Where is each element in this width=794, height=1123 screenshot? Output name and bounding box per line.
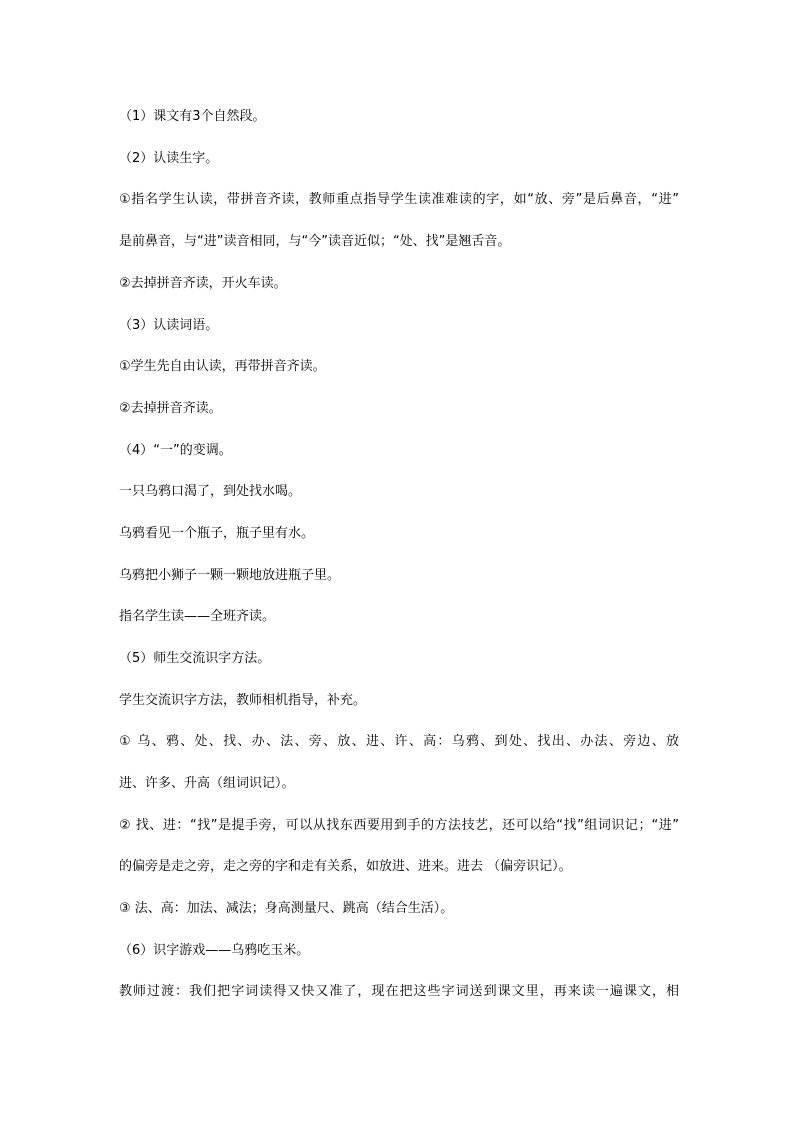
paragraph-class-reading: 指名学生读——全班齐读。 [119, 609, 276, 624]
paragraph-free-reading: ①学生先自由认读，再带拼音齐读。 [119, 359, 326, 374]
paragraph-radicals-1: ② 找、进：“找”是提手旁，可以从找东西要用到手的方法技艺，还可以给“找”组词识记；“进” [119, 818, 679, 833]
paragraph-crow-bottle: 乌鸦看见一个瓶子，瓶子里有水。 [119, 526, 315, 541]
paragraph-methods-intro: 学生交流识字方法，教师相机指导，补充。 [119, 693, 367, 708]
paragraph-words-list-2: 进、许多、升高（组词识记）。 [119, 776, 295, 791]
paragraph-radicals-2: 的偏旁是走之旁，走之旁的字和走有关系，如放进、进来。进去 （偏旁识记）。 [119, 859, 572, 874]
paragraph-no-pinyin: ②去掉拼音齐读。 [119, 401, 222, 416]
paragraph-life-examples: ③ 法、高：加法、减法；身高测量尺、跳高（结合生活）。 [119, 901, 454, 916]
section-heading-read-characters: （2）认读生字。 [119, 151, 219, 166]
paragraph-crow-thirsty: 一只乌鸦口渴了，到处找水喝。 [119, 484, 302, 499]
paragraph-pronunciation-1: ①指名学生认读，带拼音齐读，教师重点指导学生读准难读的字，如“放、旁”是后鼻音，“进” [119, 192, 679, 207]
paragraph-train-reading: ②去掉拼音齐读，开火车读。 [119, 276, 287, 291]
section-heading-methods: （5）师生交流识字方法。 [119, 651, 271, 666]
section-heading-tone-change: （4）“一”的变调。 [119, 443, 232, 458]
paragraph-crow-pebbles: 乌鸦把小狮子一颗一颗地放进瓶子里。 [119, 568, 341, 583]
paragraph-teacher-transition: 教师过渡：我们把字词读得又快又准了，现在把这些字词送到课文里，再来读一遍课文，相 [119, 984, 679, 999]
paragraph-text-count: （1）课文有3个自然段。 [119, 109, 266, 124]
paragraph-words-list-1: ① 乌、鸦、处、找、办、法、旁、放、进、许、高：乌鸦、到处、找出、办法、旁边、放 [119, 734, 679, 749]
section-heading-game: （6）识字游戏——乌鸦吃玉米。 [119, 943, 310, 958]
paragraph-pronunciation-2: 是前鼻音，与“进”读音相同，与“今”读音近似；“处、找”是翘舌音。 [119, 234, 511, 249]
section-heading-read-words: （3）认读词语。 [119, 318, 219, 333]
